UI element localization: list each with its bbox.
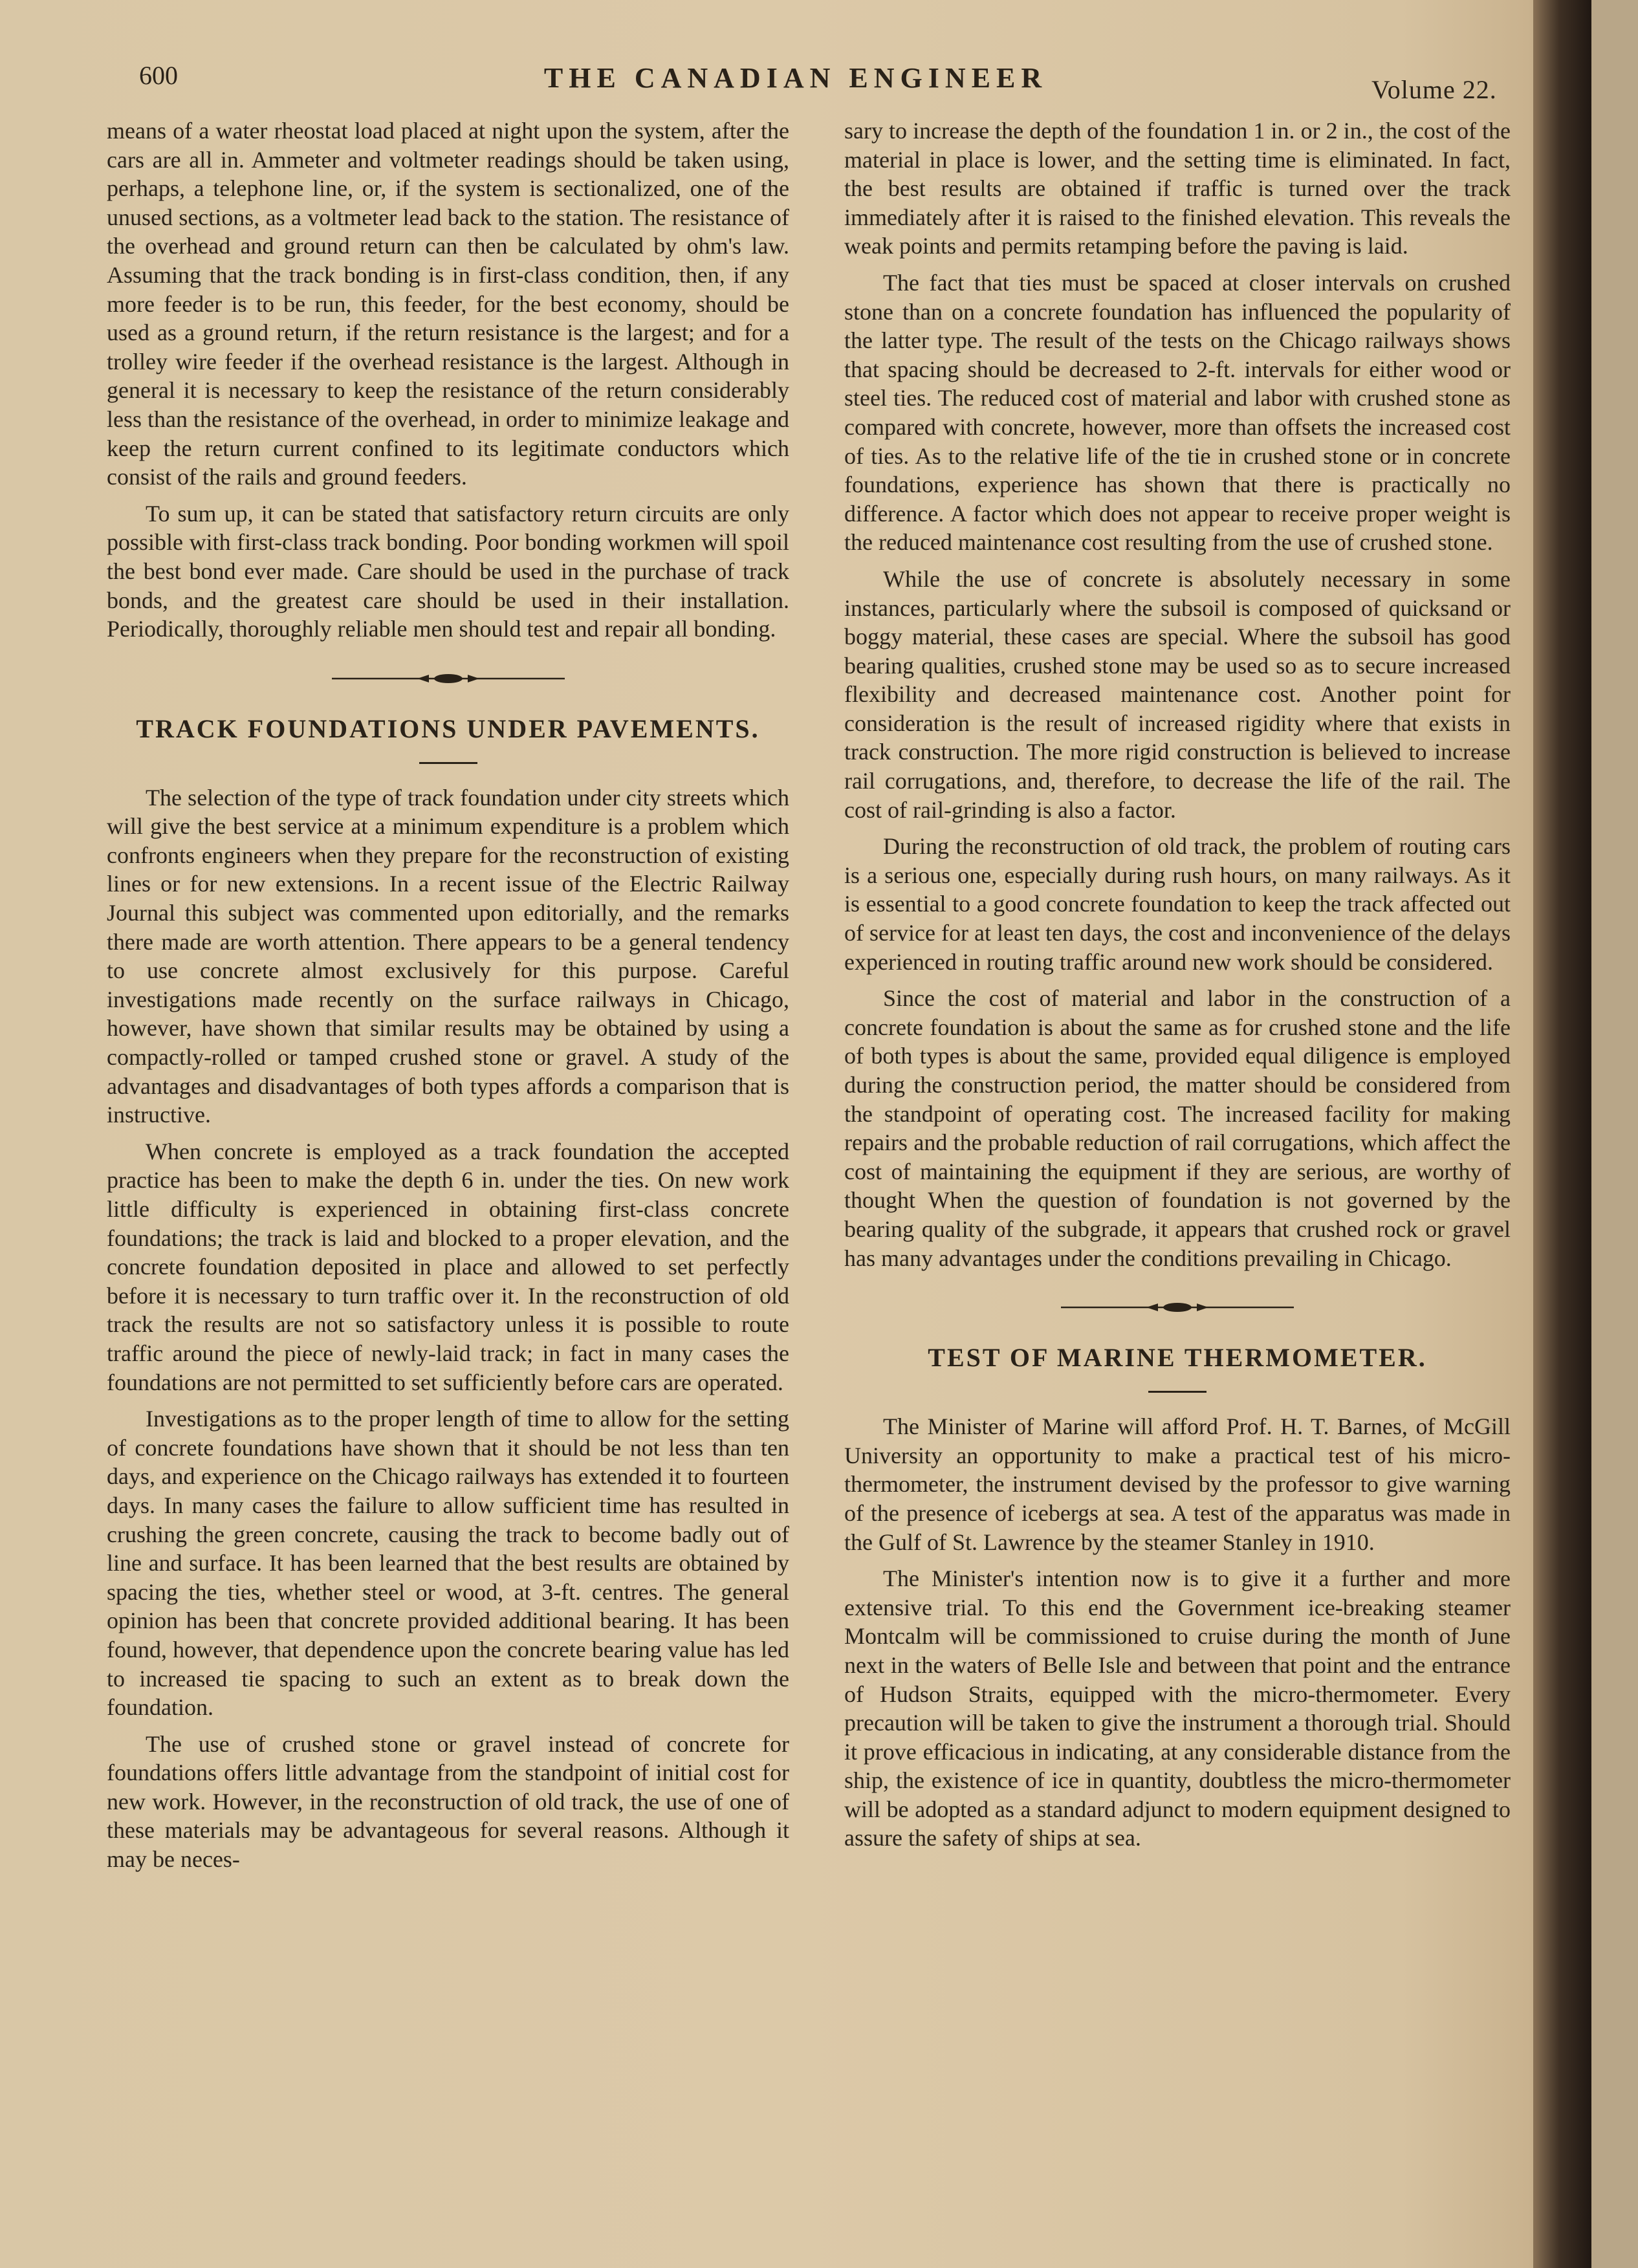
journal-title: THE CANADIAN ENGINEER: [543, 62, 1048, 94]
paragraph: sary to increase the depth of the foundation 1 in. or 2 in., the cost of the material in place is lower, and the setting time is eliminated. In fact, the best results are obtained if traffic is turned over the track immediately after it is raised to the finished elevation. This reveals the weak points and permits retamping before the paving is laid.: [844, 118, 1511, 259]
volume-label: Volume 22.: [1371, 75, 1497, 104]
paragraph: The Minister's intention now is to give it a further and more extensive trial. To this end the Government ice-breaking steamer Montcalm will be commissioned to cruise during the month of June next in the waters of Belle Isle and between that point and the entrance of Hudson Straits, equipped with the micro-thermometer. Every precaution will be taken to give the instrument a thorough trial. Should it prove efficacious in indicating, at any considerable distance from the ship, the existence of ice in quantity, doubtless the micro-thermometer will be adopted as a standard adjunct to modern equipment designed to assure the safety of ships at sea.: [844, 1565, 1511, 1851]
page-binding-shadow: [1533, 0, 1591, 2268]
paragraph: Investigations as to the proper length of time to allow for the setting of concrete foundations have shown that it should be not less than ten days, and experience on the Chicago railways has extended it to fourteen days. In many cases the failure to allow sufficient time has resulted in crushing the green concrete, causing the track to become badly out of line and surface. It has been learned that the best results are obtained by spacing the ties, whether steel or wood, at 3-ft. centres. The general opinion has been that concrete provided additional bearing. It has been found, however, that dependence upon the concrete bearing value has led to increased tie spacing to such an extent as to break down the foundation.: [107, 1406, 789, 1721]
continued-paragraph: means of a water rheostat load placed at night upon the system, after the cars are all in. Ammeter and voltmeter readings should be taken using, perhaps, a telephone line, or, if the system is sectionalized, one of the unused sections, as a voltmeter lead back to the station. The resistance of the overhead and ground return can then be calculated by ohm's law. Assuming that the track bonding is in first-class condition, then, if any more feeder is to be run, this feeder, for the best economy, should be used as a ground return, if the return resistance is the largest; and for a trolley wire feeder if the overhead resistance is the largest. Although in general it is necessary to keep the resistance of the return considerably less than the resistance of the overhead, in order to minimize leakage and keep the return current confined to its legitimate conductors which consist of the rails and ground feeders.: [107, 118, 789, 490]
paragraph: Since the cost of material and labor in the construction of a concrete foundation is about the same as for crushed stone and the life of both types is about the same, provided equal diligence is employed during the construction period, the matter should be considered from the standpoint of operating cost. The increased facility for making repairs and the probable reduction of rail corrugations, which affect the cost of maintaining the equipment if they are serious, are worthy of thought When the question of foundation is not governed by the bearing quality of the subgrade, it appears that crushed rock or gravel has many advantages under the conditions prevailing in Chicago.: [844, 985, 1511, 1271]
paragraph: The use of crushed stone or gravel instead of concrete for foundations offers little advantage from the standpoint of initial cost for new work. However, in the reconstruction of old track, the use of one of these materials may be advantageous for several reasons. Although it may be neces-: [107, 1730, 789, 1873]
page-header: [0, 55, 1591, 113]
article-title-track-foundations: TRACK FOUNDATIONS UNDER PAVEMENTS.: [136, 714, 760, 743]
article-title-marine-thermometer: TEST OF MARINE THERMOMETER.: [928, 1343, 1427, 1373]
page-number: 600: [139, 61, 178, 90]
left-column: [107, 116, 789, 1874]
right-column: [844, 116, 1511, 1853]
paragraph: The Minister of Marine will afford Prof. H. T. Barnes, of McGill University an opportunity to make a practical test of his micro-thermometer, the instrument devised by the professor to give warning of the presence of icebergs at sea. A test of the apparatus was made in the Gulf of St. Lawrence by the steamer Stanley in 1910.: [844, 1413, 1511, 1555]
paragraph: The selection of the type of track foundation under city streets which will give the best service at a minimum expenditure is a problem which confronts engineers when they prepare for the reconstruction of existing lines or for new extensions. In a recent issue of the Electric Railway Journal this subject was commented upon editorially, and the remarks there made are worth attention. There appears to be a general tendency to use concrete almost exclusively for this purpose. Careful investigations made recently on the surface railways in Chicago, however, have shown that similar results may be obtained by using a compactly-rolled or tamped crushed stone or gravel. A study of the advantages and disadvantages of both types affords a comparison that is instructive.: [107, 784, 789, 1128]
paragraph: The fact that ties must be spaced at closer intervals on crushed stone than on a concrete foundation has influenced the popularity of the latter type. The result of the tests on the Chicago railways shows that spacing should be decreased to 2-ft. intervals for either wood or steel ties. The reduced cost of material and labor with crushed stone as compared with concrete, however, more than offsets the increased cost of ties. As to the relative life of the tie in crushed stone or in concrete foundations, experience has shown that there is practically no difference. A factor which does not appear to receive proper weight is the reduced maintenance cost resulting from the use of crushed stone.: [844, 269, 1511, 556]
summary-paragraph: To sum up, it can be stated that satisfactory return circuits are only possible with first-class track bonding. Poor bonding workmen will spoil the best bond ever made. Care should be used in the purchase of track bonds, and the greatest care should be used in their installation. Periodically, thoroughly reliable men should test and repair all bonding.: [107, 500, 789, 642]
paragraph: When concrete is employed as a track foundation the accepted practice has been to make the depth 6 in. under the ties. On new work little difficulty is experienced in obtaining first-class concrete foundations; the track is laid and blocked to a proper elevation, and the concrete foundation deposited in place and allowed to set perfectly before it is necessary to turn traffic over it. In the reconstruction of old track the results are not so satisfactory unless it is possible to route traffic around the piece of newly-laid track; in fact in many cases the foundations are not permitted to set sufficiently before cars are operated.: [107, 1138, 789, 1395]
title-rule: [419, 762, 477, 764]
paragraph: During the reconstruction of old track, the problem of routing cars is a serious one, especially during rush hours, on many railways. As it is essential to a good concrete foundation to keep the track affected out of service for at least ten days, the cost and inconvenience of the delays experienced in routing traffic around new work should be considered.: [844, 833, 1511, 975]
paragraph: While the use of concrete is absolutely necessary in some instances, particularly where the subsoil is composed of quicksand or boggy material, these cases are special. Where the subsoil has good bearing qualities, crushed stone may be used so as to secure increased flexibility and decreased maintenance cost. Another point for consideration is the result of increased rigidity where that exists in track construction. The more rigid construction is believed to increase rail corrugations, and, therefore, to decrease the life of the rail. The cost of rail-grinding is also a factor.: [844, 565, 1511, 823]
title-rule: [1148, 1391, 1207, 1393]
ornamental-divider: [107, 663, 789, 702]
ornamental-divider: [844, 1292, 1511, 1331]
